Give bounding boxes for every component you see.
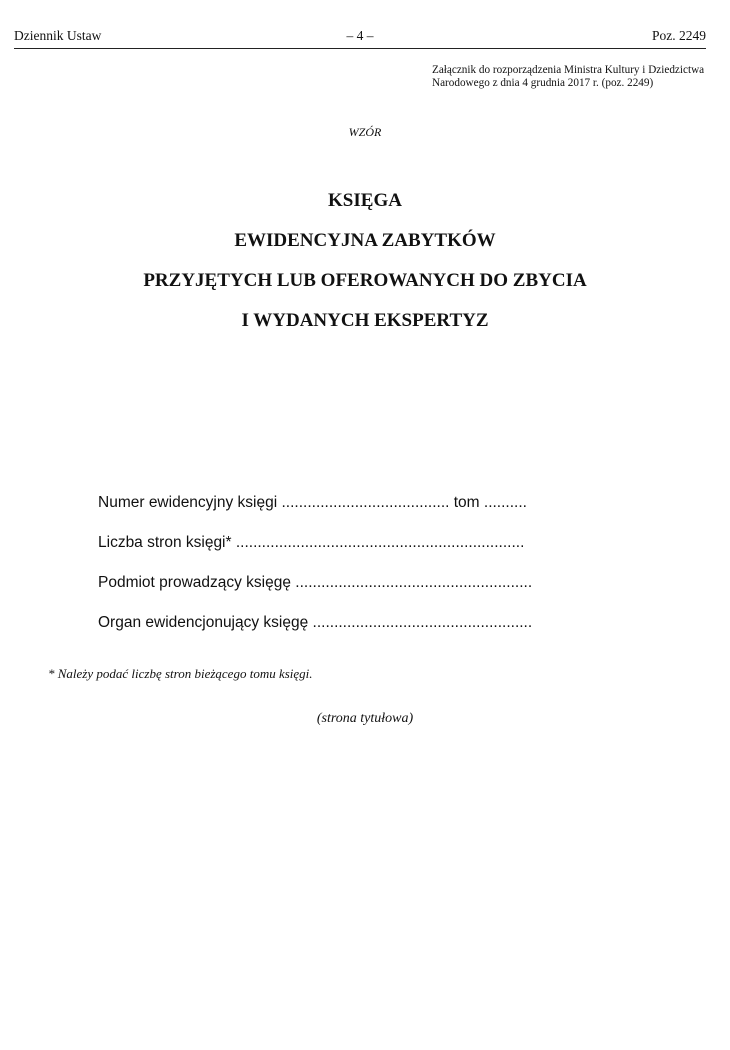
form-fields xyxy=(98,492,532,652)
field-keeping-entity: Podmiot prowadzący księgę ....................................................... xyxy=(98,574,533,591)
field-register-number: Numer ewidencyjny księgi ....................................... tom .......... xyxy=(98,494,527,511)
document-title xyxy=(0,189,730,349)
page-caption: (strona tytułowa) xyxy=(316,711,414,726)
title-line-3: PRZYJĘTYCH LUB OFEROWANYCH DO ZBYCIA xyxy=(143,270,587,291)
field-registering-authority: Organ ewidencjonujący księgę ................................................... xyxy=(98,614,533,631)
page-number: – 4 – xyxy=(346,28,374,43)
annex-line-2: Narodowego z dnia 4 grudnia 2017 r. (poz. 2249) xyxy=(432,77,654,89)
page-header xyxy=(14,28,706,49)
title-line-4: I WYDANYCH EKSPERTYZ xyxy=(241,310,489,331)
annex-note xyxy=(432,64,722,90)
annex-line-1: Załącznik do rozporządzenia Ministra Kultury i Dziedzictwa xyxy=(432,64,705,76)
template-label: WZÓR xyxy=(348,125,382,139)
title-line-2: EWIDENCYJNA ZABYTKÓW xyxy=(234,230,496,251)
footnote: * Należy podać liczbę stron bieżącego tomu księgi. xyxy=(48,666,313,681)
position-number: Poz. 2249 xyxy=(652,28,706,43)
journal-name: Dziennik Ustaw xyxy=(14,28,102,43)
field-page-count: Liczba stron księgi* ................................................................... xyxy=(98,534,525,551)
title-line-1: KSIĘGA xyxy=(328,190,402,211)
